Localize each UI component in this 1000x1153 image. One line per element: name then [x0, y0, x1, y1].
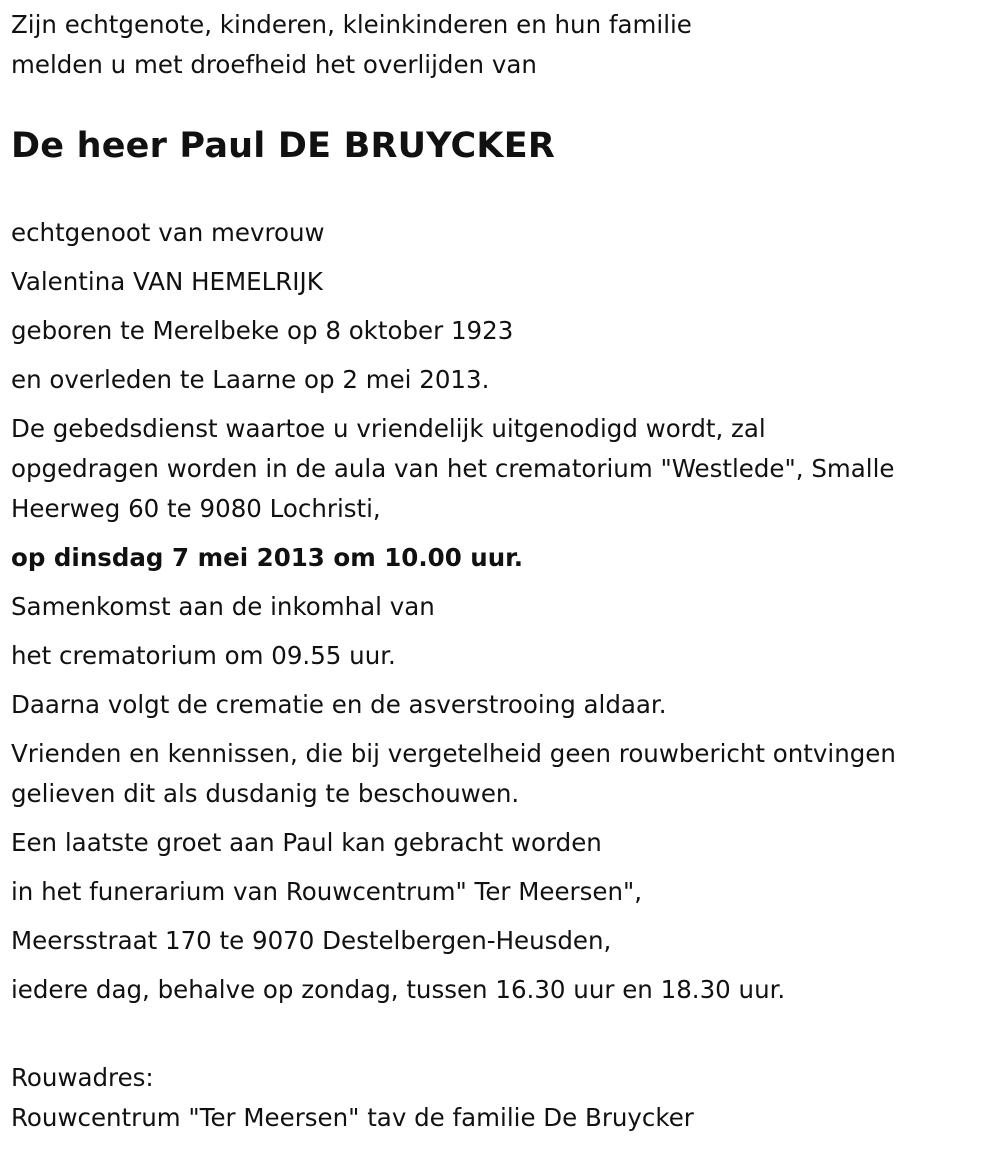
- service-line-3: Heerweg 60 te 9080 Lochristi,: [11, 494, 381, 523]
- notice-body: [11, 213, 986, 1010]
- visit-line-4: iedere dag, behalve op zondag, tussen 16.30 uur en 18.30 uur.: [11, 975, 786, 1004]
- deceased-name: De heer Paul DE BRUYCKER: [11, 126, 556, 166]
- death-info: en overleden te Laarne op 2 mei 2013.: [11, 365, 490, 394]
- mourning-address: [11, 1058, 694, 1138]
- intro-text: [11, 5, 692, 85]
- visit-line-3: Meersstraat 170 te 9070 Destelbergen-Heusden,: [11, 926, 612, 955]
- spouse-name: Valentina VAN HEMELRIJK: [11, 267, 323, 296]
- service-date: op dinsdag 7 mei 2013 om 10.00 uur.: [11, 543, 524, 572]
- gathering-line-2: het crematorium om 09.55 uur.: [11, 641, 396, 670]
- friends-line-1: Vrienden en kennissen, die bij vergetelheid geen rouwbericht ontvingen: [11, 739, 896, 768]
- spouse-prefix: echtgenoot van mevrouw: [11, 218, 325, 247]
- birth-info: geboren te Merelbeke op 8 oktober 1923: [11, 316, 514, 345]
- friends-line-2: gelieven dit als dusdanig te beschouwen.: [11, 779, 520, 808]
- intro-line-2: melden u met droefheid het overlijden van: [11, 50, 537, 79]
- gathering-line-1: Samenkomst aan de inkomhal van: [11, 592, 435, 621]
- intro-line-1: Zijn echtgenote, kinderen, kleinkinderen en hun familie: [11, 10, 692, 39]
- service-line-2: opgedragen worden in de aula van het crematorium "Westlede", Smalle: [11, 454, 895, 483]
- address-label: Rouwadres:: [11, 1063, 154, 1092]
- cremation-info: Daarna volgt de crematie en de asverstrooing aldaar.: [11, 690, 667, 719]
- visit-line-2: in het funerarium van Rouwcentrum" Ter Meersen",: [11, 877, 643, 906]
- address-value: Rouwcentrum "Ter Meersen" tav de familie De Bruycker: [11, 1103, 694, 1132]
- service-line-1: De gebedsdienst waartoe u vriendelijk uitgenodigd wordt, zal: [11, 414, 766, 443]
- visit-line-1: Een laatste groet aan Paul kan gebracht worden: [11, 828, 602, 857]
